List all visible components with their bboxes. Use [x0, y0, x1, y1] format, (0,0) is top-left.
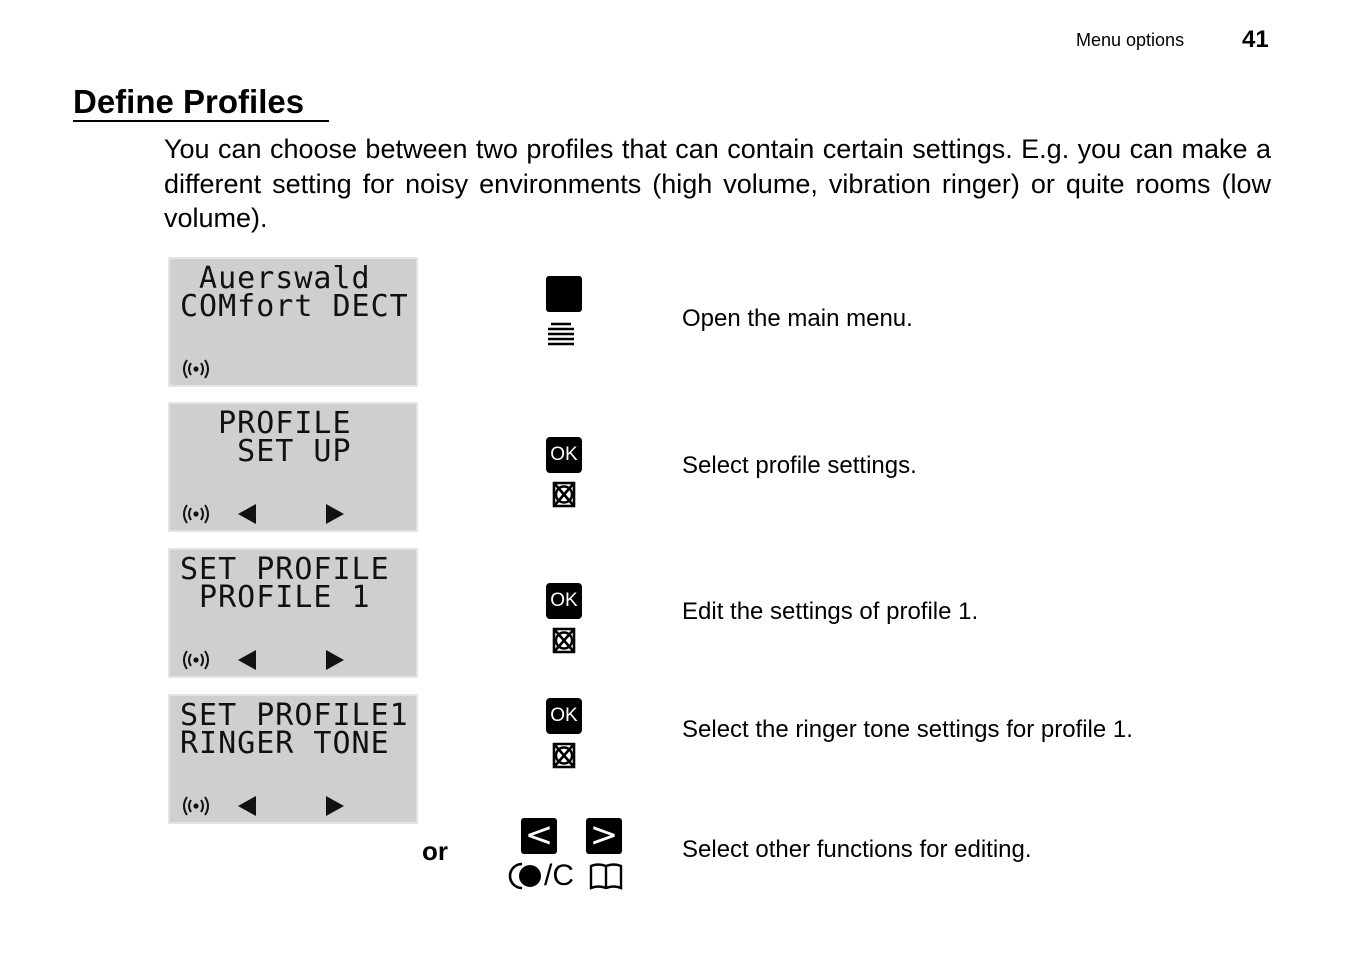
intro-paragraph: You can choose between two profiles that can contain certain settings. E.g. you can make a different setting for noisy environments (high volume, vibration ringer) or quite rooms (low volume). — [164, 134, 1271, 233]
left-arrow-icon — [236, 502, 258, 526]
lcd-line-1: Auerswald — [180, 261, 371, 296]
signal-icon — [180, 794, 212, 818]
lcd-line-2: SET UP — [180, 434, 352, 469]
lcd-line-2: COMfort DECT — [180, 289, 409, 324]
signal-icon — [180, 648, 212, 672]
lcd-status-bar — [180, 502, 400, 526]
lcd-line-1: SET PROFILE — [180, 552, 390, 587]
right-arrow-icon — [324, 648, 346, 672]
lcd-status-bar — [180, 357, 400, 381]
lcd-display-4 — [168, 694, 418, 824]
lcd-line-2: PROFILE 1 — [180, 580, 371, 615]
mute-clear-icon — [506, 861, 544, 891]
lcd-display-2 — [168, 402, 418, 532]
phonebook-icon — [589, 862, 623, 890]
lcd-status-bar — [180, 794, 400, 818]
left-key-button[interactable]: < — [521, 818, 557, 854]
ok-key-button[interactable]: OK — [546, 698, 582, 734]
step-1-description: Open the main menu. — [682, 305, 913, 332]
left-key-symbol — [506, 860, 574, 892]
step-3-description: Edit the settings of profile 1. — [682, 598, 979, 625]
alternative-description: Select other functions for editing. — [682, 836, 1032, 863]
left-arrow-icon — [236, 794, 258, 818]
menu-key-button[interactable] — [546, 276, 582, 312]
clear-symbol-label: /C — [544, 859, 574, 892]
ok-key-symbol-icon — [550, 741, 578, 769]
or-label: or — [422, 836, 448, 866]
step-4-description: Select the ringer tone settings for profile 1. — [682, 716, 1133, 743]
signal-icon — [180, 502, 212, 526]
ok-key-button[interactable]: OK — [546, 583, 582, 619]
lcd-status-bar — [180, 648, 400, 672]
page-title: Define Profiles — [73, 84, 329, 122]
menu-key-symbol-icon — [547, 322, 575, 346]
lcd-display-3 — [168, 548, 418, 678]
right-arrow-icon — [324, 502, 346, 526]
lcd-line-1: SET PROFILE1 — [180, 698, 409, 733]
lcd-line-1: PROFILE — [180, 406, 352, 441]
ok-key-button[interactable]: OK — [546, 437, 582, 473]
signal-icon — [180, 357, 212, 381]
ok-key-symbol-icon — [550, 626, 578, 654]
header-section-title: Menu options — [1076, 30, 1185, 50]
ok-key-symbol-icon — [550, 480, 578, 508]
lcd-display-1 — [168, 257, 418, 387]
left-arrow-icon — [236, 648, 258, 672]
step-2-description: Select profile settings. — [682, 452, 917, 479]
header-page-number: 41 — [1242, 26, 1269, 53]
lcd-line-2: RINGER TONE — [180, 726, 390, 761]
right-arrow-icon — [324, 794, 346, 818]
right-key-button[interactable]: > — [586, 818, 622, 854]
